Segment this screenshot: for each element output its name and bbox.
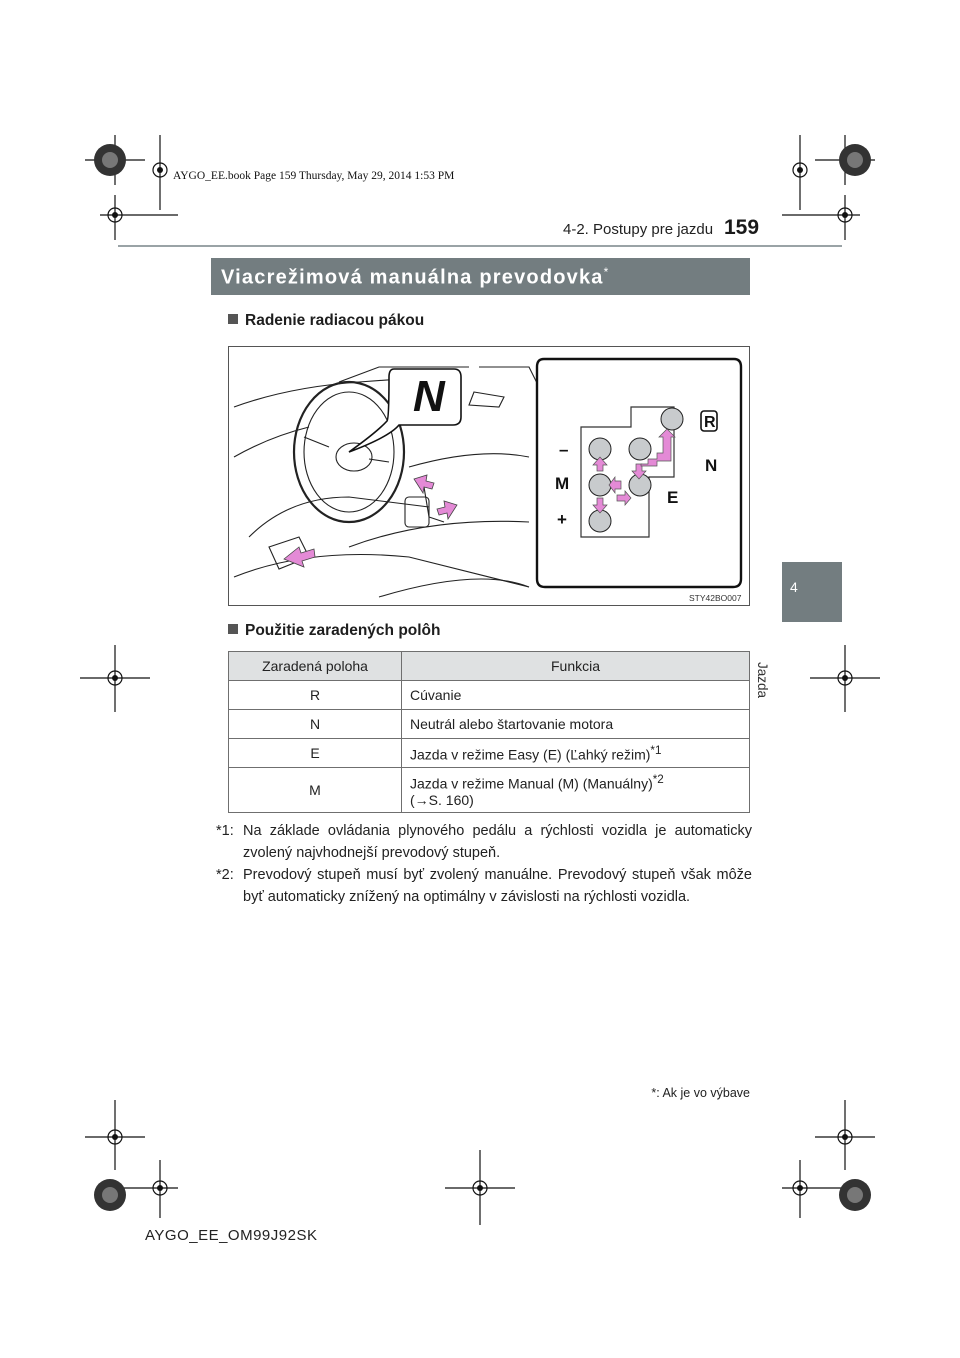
- footnote-text: Prevodový stupeň musí byť zvolený manuálne. Prevodový stupeň však môže byť automaticky znížený na optimálny v závislosti na rýchlosti vozidla.: [243, 867, 752, 905]
- chapter-tab: [782, 562, 842, 622]
- table-cell-function: [402, 768, 750, 813]
- footnote-2: [216, 864, 752, 908]
- chapter-label: Jazda: [755, 662, 770, 699]
- table-header-function: Funkcia: [402, 652, 750, 681]
- page-reference-link[interactable]: (→S. 160): [410, 792, 474, 809]
- chapter-number: 4: [790, 579, 798, 595]
- cabin-illustration: [229, 347, 750, 606]
- pink-arrows-icon: [284, 475, 457, 567]
- gate-label-r: R: [704, 414, 716, 431]
- page-number: 159: [724, 216, 760, 239]
- availability-note: *: Ak je vo výbave: [651, 1086, 750, 1100]
- header-divider: [118, 245, 842, 247]
- title-bar: [211, 258, 750, 295]
- page-title: Viacrežimová manuálna prevodovka: [221, 266, 604, 289]
- function-text: Jazda v režime Manual (M) (Manuálny): [410, 775, 653, 792]
- footnote-1: [216, 820, 752, 864]
- footnote-ref: *2: [652, 772, 664, 786]
- table-cell-position: E: [229, 739, 402, 768]
- title-marker: *: [603, 265, 610, 279]
- table-cell-function: [402, 681, 750, 710]
- table-row: [229, 739, 750, 768]
- table-cell-position: M: [229, 768, 402, 813]
- shift-lever-figure: [228, 346, 750, 606]
- subheading-shifting: [228, 312, 424, 330]
- bullet-square-icon: [228, 624, 238, 634]
- table-cell-position: N: [229, 710, 402, 739]
- function-text: Cúvanie: [410, 687, 462, 703]
- subheading-positions-text: Použitie zaradených polôh: [245, 622, 441, 639]
- footnote-marker: *2:: [216, 867, 234, 883]
- gate-label-plus: +: [557, 510, 567, 529]
- table-cell-position: R: [229, 681, 402, 710]
- table-cell-function: [402, 710, 750, 739]
- table-row: [229, 768, 750, 813]
- bullet-square-icon: [228, 314, 238, 324]
- gate-label-n: N: [705, 456, 718, 475]
- function-text: Jazda v režime Easy (E) (Ľahký režim): [410, 746, 651, 763]
- function-text: Neutrál alebo štartovanie motora: [410, 716, 614, 732]
- gate-label-minus: –: [559, 440, 569, 459]
- positions-table: [228, 651, 750, 813]
- book-info: AYGO_EE.book Page 159 Thursday, May 29, 2014 1:53 PM: [173, 170, 455, 182]
- gate-label-e: E: [667, 488, 679, 507]
- subheading-positions: [228, 622, 441, 640]
- table-row: [229, 710, 750, 739]
- footnote-text: Na základe ovládania plynového pedálu a rýchlosti vozidla je automaticky zvolený najvhodnejší prevodový stupeň.: [243, 823, 752, 861]
- footnote-ref: *1: [650, 743, 662, 757]
- table-cell-function: [402, 739, 750, 768]
- gear-display-letter: N: [413, 372, 445, 421]
- table-header-position: Zaradená poloha: [229, 652, 402, 681]
- table-row: [229, 681, 750, 710]
- footer-code: AYGO_EE_OM99J92SK: [145, 1227, 318, 1243]
- subheading-shifting-text: Radenie radiacou pákou: [245, 312, 425, 329]
- figure-code: STY42BO007: [689, 593, 742, 603]
- footnote-marker: *1:: [216, 823, 234, 839]
- section-title: 4-2. Postupy pre jazdu: [563, 221, 714, 238]
- table-header-row: [229, 652, 750, 681]
- gate-label-m: M: [555, 474, 570, 493]
